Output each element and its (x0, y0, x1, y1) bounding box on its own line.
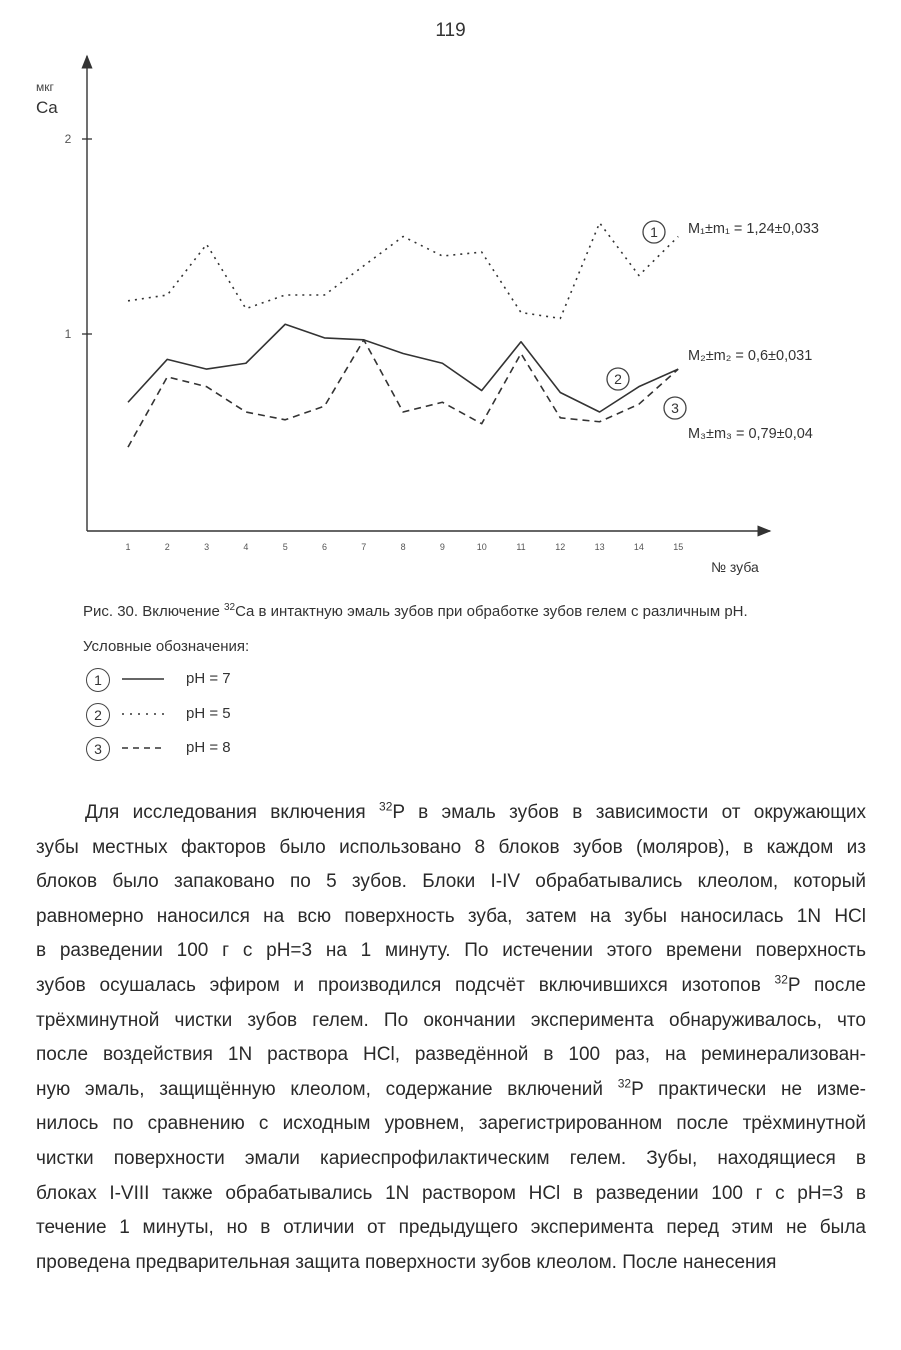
x-tick-label: 3 (204, 542, 210, 552)
x-tick-label: 4 (243, 542, 249, 552)
legend-label-3: pH = 8 (186, 739, 231, 756)
caption-suffix: Ca в интактную эмаль зубов при обработке зубов гелем с различным pH. (235, 603, 748, 620)
text-line-4: равномерно наносился на всю поверхность зуба, затем на зубы наносилась 1N HCl (36, 905, 866, 927)
series-annotation-3: M₃±m₃ = 0,79±0,04 (688, 426, 813, 442)
text-line-14: проведена предварительная защита поверхности зубов клеолом. После нанесения (36, 1251, 777, 1273)
text-line-7: трёхминутной чистки зубов гелем. По окончании эксперимента обнаруживалось, что (36, 1009, 866, 1031)
x-tick-label: 7 (361, 542, 367, 552)
text-line-2: зубы местных факторов было использовано 8 блоков зубов (моляров), в каждом из (36, 836, 866, 858)
legend-marker-1: 1 (86, 668, 110, 692)
text-line-5: в разведении 100 г с pH=3 на 1 минуту. По истечении этого времени поверхность (36, 940, 866, 962)
legend-label-1: pH = 7 (186, 670, 231, 687)
series-annotation-2: M₂±m₂ = 0,6±0,031 (688, 348, 813, 364)
dotted-line-swatch (122, 707, 168, 721)
text-line-9: ную эмаль, защищённую клеолом, содержание включений $^{32}$P практически не изме- (36, 1076, 866, 1100)
y-axis-label: Ca (36, 98, 58, 117)
x-tick-label: 13 (594, 542, 605, 552)
legend-title: Условные обозначения: (83, 638, 250, 655)
series-marker-number: 2 (614, 371, 622, 387)
x-axis-label: № зуба (711, 559, 759, 575)
text-line-1: Для исследования включения $^{32}$P в эмаль зубов в зависимости от окружающих (85, 799, 866, 823)
x-tick-label: 11 (516, 542, 526, 552)
x-tick-label: 12 (555, 542, 566, 552)
x-tick-label: 15 (673, 542, 684, 552)
text-line-10: нилось по сравнению с исходным уровнем, зарегистрированном после трёхминутной (36, 1113, 866, 1135)
solid-line-swatch (122, 672, 168, 686)
series-solid-line (128, 324, 678, 412)
line-chart (0, 0, 901, 590)
text-line-8: после воздействия 1N раствора HCl, разведённой в 100 раз, на реминерализован- (36, 1044, 866, 1066)
y-tick-label: 1 (64, 327, 72, 341)
x-tick-label: 6 (321, 542, 328, 552)
x-tick-label: 10 (476, 542, 487, 552)
x-tick-label: 8 (400, 542, 406, 552)
text-line-6: зубов осушалась эфиром и производился подсчёт включившихся изотопов $^{32}$P после (36, 972, 866, 996)
caption-prefix: Рис. 30. Включение (83, 603, 224, 620)
text-line-12: блоках I-VIII также обрабатывались 1N раствором HCl в разведении 100 г с pH=3 в (36, 1182, 866, 1204)
figure-caption (83, 602, 873, 620)
legend-marker-3: 3 (86, 737, 110, 761)
body-paragraph (36, 796, 866, 1280)
legend-label-2: pH = 5 (186, 705, 231, 722)
series-dashed-line (128, 340, 678, 447)
x-tick-label: 5 (282, 542, 288, 552)
text-line-11: чистки поверхности эмали кариеспрофилактическим гелем. Зубы, находящиеся в (36, 1147, 866, 1169)
series-marker-number: 3 (671, 400, 679, 416)
x-tick-label: 1 (125, 542, 131, 552)
page-number: 119 (435, 20, 466, 41)
series-dotted-line (128, 223, 678, 319)
legend-marker-2: 2 (86, 703, 110, 727)
dashed-line-swatch (122, 741, 168, 755)
x-tick-label: 2 (164, 542, 170, 552)
series-annotation-1: M₁±m₁ = 1,24±0,033 (688, 221, 819, 237)
y-axis-unit: мкг (36, 80, 54, 94)
text-line-3: блоков было запаковано по 5 зубов. Блоки I-IV обрабатывались клеолом, который (36, 871, 866, 893)
x-tick-label: 14 (633, 542, 644, 552)
series-marker-number: 1 (650, 224, 658, 240)
y-tick-label: 2 (64, 132, 72, 146)
x-tick-label: 9 (439, 542, 445, 552)
caption-superscript: 32 (223, 602, 236, 613)
text-line-13: течение 1 минуты, но в отличии от предыдущего эксперимента перед этим не была (36, 1217, 866, 1239)
